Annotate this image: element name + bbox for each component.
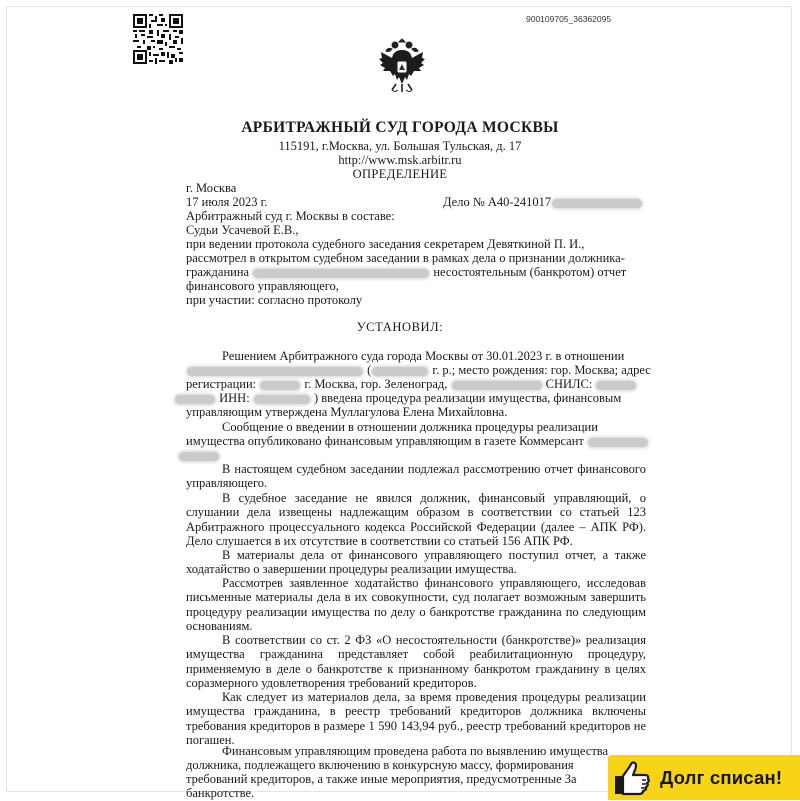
redacted-block <box>187 367 363 376</box>
paragraph-6: Рассмотрев заявленное ходатайство финансового управляющего, исследовав письменные материалы дела в их совокупности, суд полагает возможным завершить процедуру реализации имущества по делу о банкротстве гражданина по следующим основаниям. <box>186 576 646 633</box>
secretary-line: при ведении протокола судебного заседания секретарем Девяткиной П. И., <box>186 237 585 251</box>
court-composition: Арбитражный суд г. Москвы в составе: <box>186 209 395 223</box>
p9-line-3: требований кредиторов, а также иные мероприятия, предусмотренные За <box>186 772 577 786</box>
redacted-block <box>588 438 648 447</box>
p1-line-3: регистрации: г. Москва, гор. Зеленоград, СНИЛС: <box>186 377 637 392</box>
p9-line-1: Финансовым управляющим проведена работа по выявлению имущества <box>222 744 609 758</box>
paragraph-7: В соответствии со ст. 2 ФЗ «О несостоятельности (банкротстве)» реализация имущества гражданина представляет собой реабилитационную процедуру, применяемую в деле о банкротстве к признанному банкротом гражданину в целях соразмерного удовлетворения требований кредиторов. <box>186 633 646 690</box>
p1-line-4: ИНН: ) введена процедура реализации имущества, финансовым <box>174 391 621 406</box>
redacted-block <box>552 199 642 208</box>
paragraph-8: Как следует из материалов дела, за время проведения процедуры реализации имущества гражданина, в реестр требований кредиторов должника включены требования кредиторов в размере 1 590 143,94 руб., реестр требований кредиторов не погашен. <box>186 690 646 747</box>
redacted-block <box>260 381 300 390</box>
p9-line-2: должника, подлежащего включению в конкурсную массу, формирования <box>186 758 574 772</box>
redacted-block <box>175 395 215 404</box>
paragraph-4: В судебное заседание не явился должник, финансовый управляющий, о слушании дела извещены надлежащим образом в соответствии со статьей 123 Арбитражного процессуального кодекса Российской Федерации (далее – АПК РФ). Дело слушается в их отсутствие в соответствии со статьей 156 АПК РФ. <box>186 491 646 548</box>
paragraph-3: В настоящем судебном заседании подлежал рассмотрению отчет финансового управляющего. <box>186 462 646 491</box>
court-address: 115191, г.Москва, ул. Большая Тульская, д. 17 <box>278 139 522 153</box>
considered-line-1: рассмотрел в открытом судебном заседании в рамках дела о признании должника- <box>186 251 625 265</box>
redacted-block <box>372 367 428 376</box>
paragraph-5: В материалы дела от финансового управляющего поступил отчет, а также ходатайство о завершении процедуры реализации имущества. <box>186 548 646 577</box>
qr-code-icon <box>133 14 183 64</box>
p2-line-3 <box>178 448 220 463</box>
court-website[interactable]: http://www.msk.arbitr.ru <box>338 153 462 167</box>
coat-of-arms-icon <box>378 36 426 96</box>
p2-line-2: имущества опубликовано финансовым управляющим в газете Коммерсант <box>186 434 649 449</box>
debt-written-off-badge <box>608 755 800 800</box>
redacted-block <box>452 381 542 390</box>
badge-text: Долг списан! <box>660 766 783 788</box>
redacted-block <box>179 452 219 461</box>
redacted-block <box>596 381 636 390</box>
considered-line-2: гражданина несостоятельным (банкротом) отчет <box>186 265 627 279</box>
p2-line-1: Сообщение о введении в отношении должника процедуры реализации <box>222 420 598 434</box>
document-id: 900109705_36362095 <box>526 14 612 24</box>
court-name: АРБИТРАЖНЫЙ СУД ГОРОДА МОСКВЫ <box>241 119 559 136</box>
judge-name: Судьи Усачевой Е.В., <box>186 223 299 237</box>
city: г. Москва <box>186 181 237 195</box>
thumbs-up-icon <box>612 758 652 798</box>
considered-line-3: финансового управляющего, <box>186 279 339 293</box>
case-number: Дело № А40-241017 <box>443 195 643 210</box>
p1-line-5: управляющим утверждена Муллагулова Елена Михайловна. <box>186 405 508 419</box>
p1-line-1: Решением Арбитражного суда города Москвы от 30.01.2023 г. в отношении <box>222 349 625 363</box>
redacted-block <box>253 269 429 278</box>
document-date: 17 июля 2023 г. <box>186 195 268 209</box>
established-heading: УСТАНОВИЛ: <box>356 320 444 334</box>
p9-line-4: банкротстве. <box>186 786 255 800</box>
document-type: ОПРЕДЕЛЕНИЕ <box>352 167 448 181</box>
redacted-block <box>254 395 310 404</box>
p1-line-2: ( г. р.; место рождения: гор. Москва; адрес <box>186 363 651 378</box>
participation-line: при участии: согласно протоколу <box>186 293 363 307</box>
